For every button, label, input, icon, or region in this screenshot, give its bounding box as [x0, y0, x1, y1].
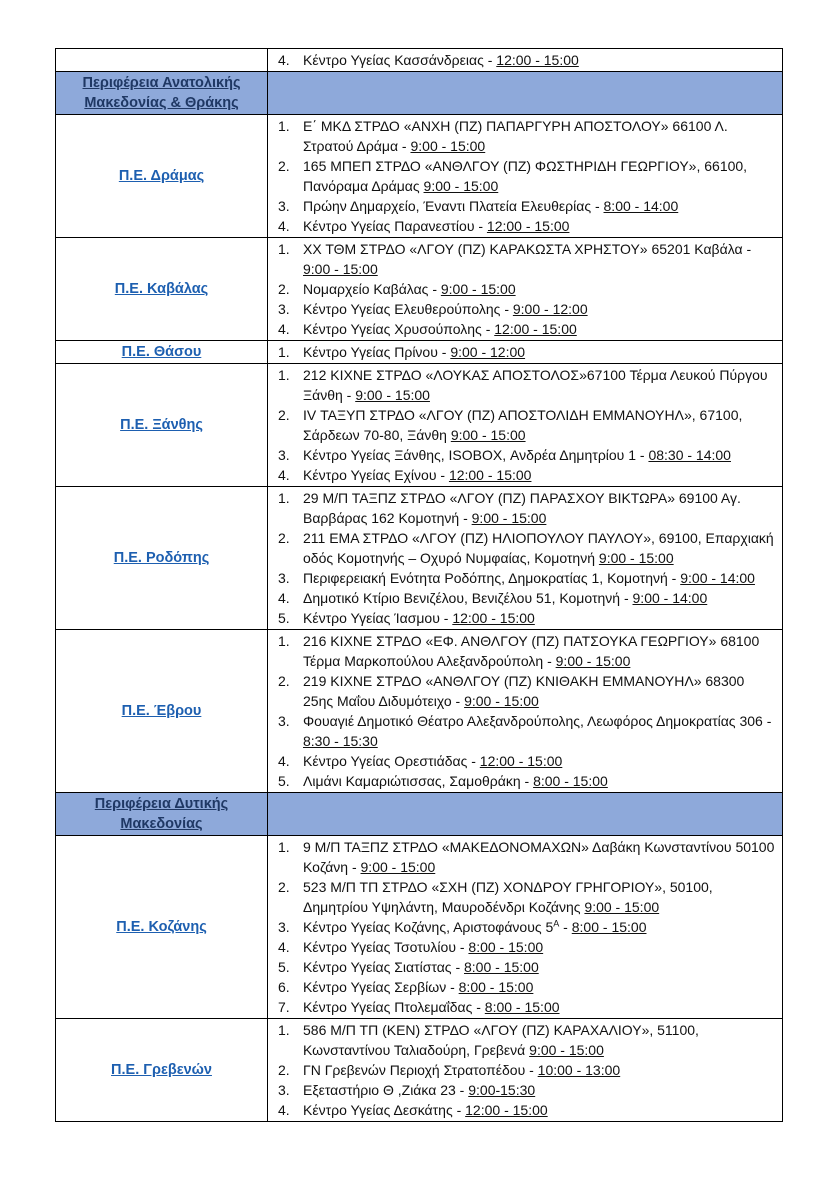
region-cell: [56, 238, 268, 340]
list-item: [278, 465, 776, 485]
item-location-text: Κέντρο Υγείας Τσοτυλίου -: [303, 939, 469, 955]
list-item: [278, 116, 776, 156]
item-text: [303, 465, 776, 485]
item-text: [303, 116, 776, 156]
item-location-text: 523 Μ/Π ΤΠ ΣΤΡΔΟ «ΣΧΗ (ΠΖ) ΧΟΝΔΡΟΥ ΓΡΗΓΟΡΙΟΥ», 50100, Δημητρίου Υψηλάντη, Μαυροδένδρι Κοζάνης: [303, 879, 713, 915]
item-hours: 9:00 - 15:00: [423, 178, 499, 194]
locations-cell: [268, 115, 782, 237]
item-hours: 9:00 - 15:00: [471, 510, 547, 526]
list-item: [278, 957, 776, 977]
item-location-text: 586 Μ/Π ΤΠ (ΚΕΝ) ΣΤΡΔΟ «ΛΓΟΥ (ΠΖ) ΚΑΡΑΧΑΛΙΟΥ», 51100, Κωνσταντίνου Ταλιαδούρη, Γρεβενά: [303, 1022, 699, 1058]
region-group-header-row: [56, 793, 782, 836]
item-location-text: Περιφερειακή Ενότητα Ροδόπης, Δημοκρατίας 1, Κομοτηνή -: [303, 570, 681, 586]
list-item: [278, 156, 776, 196]
list-item: [278, 937, 776, 957]
list-item: [278, 445, 776, 465]
item-number: 2.: [278, 1062, 290, 1078]
item-location-text: ΧΧ ΤΘΜ ΣΤΡΔΟ «ΛΓΟΥ (ΠΖ) ΚΑΡΑΚΩΣΤΑ ΧΡΗΣΤΟΥ» 65201 Καβάλα -: [303, 241, 752, 257]
item-location-text: ΓΝ Γρεβενών Περιοχή Στρατοπέδου -: [303, 1062, 538, 1078]
locations-cell: [268, 1019, 782, 1121]
list-item: [278, 997, 776, 1017]
list-item: [278, 1080, 776, 1100]
item-location-text: Νομαρχείο Καβάλας -: [303, 281, 441, 297]
locations-cell: [268, 72, 782, 114]
item-location-text: 29 Μ/Π ΤΑΞΠΖ ΣΤΡΔΟ «ΛΓΟΥ (ΠΖ) ΠΑΡΑΣΧΟΥ ΒΙΚΤΩΡΑ» 69100 Αγ. Βαρβάρας 162 Κομοτηνή -: [303, 490, 741, 526]
item-text: [303, 405, 776, 445]
list-item: [278, 771, 776, 791]
item-text: [303, 216, 776, 236]
item-hours: 8:00 - 15:00: [468, 939, 544, 955]
item-number: 3.: [278, 713, 290, 729]
item-number: 3.: [278, 301, 290, 317]
item-hours: 12:00 - 15:00: [486, 218, 570, 234]
item-location-text: Κέντρο Υγείας Κασσάνδρειας -: [303, 52, 497, 68]
item-text: [303, 751, 776, 771]
item-hours: 12:00 - 15:00: [496, 52, 579, 68]
list-item: [278, 1100, 776, 1120]
item-number: 4.: [278, 1102, 290, 1118]
locations-cell: [268, 238, 782, 340]
locations-cell: [268, 341, 782, 363]
region-cell: [56, 630, 268, 792]
list-item: [278, 977, 776, 997]
table-row: [56, 238, 782, 341]
item-hours: 8:00 - 15:00: [533, 773, 608, 789]
item-text: [303, 488, 776, 528]
item-number: 2.: [278, 158, 290, 174]
list-item: [278, 751, 776, 771]
region-link[interactable]: Π.Ε. Θάσου: [121, 344, 202, 360]
region-group-header-cell: [56, 793, 268, 835]
item-hours: 12:00 - 15:00: [479, 753, 563, 769]
item-number: 3.: [278, 919, 290, 935]
region-link[interactable]: Π.Ε. Δράμας: [118, 168, 205, 184]
item-location-text: 165 ΜΠΕΠ ΣΤΡΔΟ «ΑΝΘΛΓΟΥ (ΠΖ) ΦΩΣΤΗΡΙΔΗ ΓΕΩΡΓΙΟΥ», 66100, Πανόραμα Δράμας: [303, 158, 748, 194]
item-location-text: Κέντρο Υγείας Ελευθερούπολης -: [303, 301, 513, 317]
item-text: [303, 608, 776, 628]
item-number: 5.: [278, 959, 290, 975]
item-location-text: 211 ΕΜΑ ΣΤΡΔΟ «ΛΓΟΥ (ΠΖ) ΗΛΙΟΠΟΥΛΟΥ ΠΑΥΛΟΥ», 69100, Επαρχιακή οδός Κομοτηνής – Οχυρό Νυμφαίας, Κομοτηνή: [303, 530, 774, 566]
list-item: [278, 279, 776, 299]
item-location-text: Κέντρο Υγείας Εχίνου -: [303, 467, 449, 483]
item-location-text: Φουαγιέ Δημοτικό Θέατρο Αλεξανδρούπολης, Λεωφόρος Δημοκρατίας 306 -: [303, 713, 772, 729]
item-number: 2.: [278, 530, 290, 546]
list-item: [278, 917, 776, 937]
item-location-text: Λιμάνι Καμαριώτισσας, Σαμοθράκη -: [303, 773, 534, 789]
item-number: 1.: [278, 367, 290, 383]
item-hours: 9:00 - 15:00: [450, 427, 526, 443]
item-location-text: Κέντρο Υγείας Ορεστιάδας -: [303, 753, 480, 769]
locations-cell: [268, 630, 782, 792]
item-location-text: Κέντρο Υγείας Πρίνου -: [303, 344, 451, 360]
region-link[interactable]: Π.Ε. Γρεβενών: [111, 1062, 212, 1078]
item-hours: 12:00 - 15:00: [465, 1102, 548, 1118]
item-text: [303, 631, 776, 671]
item-number: 2.: [278, 673, 290, 689]
list-item: [278, 239, 776, 279]
item-text: [303, 568, 776, 588]
item-text: [303, 997, 776, 1017]
item-number: 3.: [278, 198, 290, 214]
item-location-text: Κέντρο Υγείας Ίασμου -: [303, 610, 453, 626]
item-text: [303, 837, 776, 877]
item-number: 3.: [278, 570, 290, 586]
region-cell: [56, 115, 268, 237]
list-item: [278, 631, 776, 671]
item-hours: 9:00 - 15:00: [598, 550, 674, 566]
item-number: 2.: [278, 407, 290, 423]
item-separator: -: [559, 919, 572, 935]
item-location-text: Κέντρο Υγείας Χρυσούπολης -: [303, 321, 495, 337]
list-item: [278, 196, 776, 216]
list-item: [278, 405, 776, 445]
item-hours: 9:00 - 12:00: [450, 344, 526, 360]
item-number: 7.: [278, 999, 290, 1015]
locations-cell: [268, 49, 782, 71]
region-cell: [56, 487, 268, 629]
item-number: 5.: [278, 610, 290, 626]
item-number: 1.: [278, 490, 290, 506]
item-hours: 9:00 - 15:00: [555, 653, 631, 669]
item-text: [303, 957, 776, 977]
item-text: [303, 299, 776, 319]
item-text: [303, 671, 776, 711]
table-row: [56, 341, 782, 364]
item-hours: 9:00 - 12:00: [512, 301, 588, 317]
table-row: [56, 836, 782, 1019]
item-hours: 9:00 - 15:00: [410, 138, 486, 154]
item-text: [303, 342, 776, 362]
item-hours: 9:00 - 15:00: [529, 1042, 604, 1058]
item-hours: 08:30 - 14:00: [648, 447, 731, 463]
region-link[interactable]: Π.Ε. Κοζάνης: [116, 919, 207, 935]
list-item: [278, 299, 776, 319]
locations-cell: [268, 836, 782, 1018]
region-cell: [56, 836, 268, 1018]
list-item: [278, 877, 776, 917]
item-hours: 10:00 - 13:00: [537, 1062, 621, 1078]
item-hours: 9:00 - 15:00: [584, 899, 660, 915]
item-text: [303, 1020, 776, 1060]
list-item: [278, 342, 776, 362]
list-item: [278, 488, 776, 528]
item-location-text: Δημοτικό Κτίριο Βενιζέλου, Βενιζέλου 51, Κομοτηνή -: [303, 590, 633, 606]
item-number: 1.: [278, 241, 290, 257]
region-cell: [56, 341, 268, 363]
item-hours: 9:00 - 15:00: [440, 281, 516, 297]
item-location-text: Κέντρο Υγείας Σερβίων -: [303, 979, 459, 995]
item-text: [303, 711, 776, 751]
item-number: 4.: [278, 753, 290, 769]
region-cell: [56, 49, 268, 71]
region-link[interactable]: Π.Ε. Έβρου: [121, 703, 202, 719]
item-hours: 9:00-15:30: [468, 1082, 536, 1098]
list-item: [278, 319, 776, 339]
list-item: [278, 1020, 776, 1060]
list-item: [278, 50, 776, 70]
region-cell: [56, 1019, 268, 1121]
item-text: [303, 877, 776, 917]
item-number: 4.: [278, 321, 290, 337]
item-location-text: Εξεταστήριο Θ ,Ζιάκα 23 -: [303, 1082, 469, 1098]
item-number: 1.: [278, 633, 290, 649]
item-location-text: 9 Μ/Π ΤΑΞΠΖ ΣΤΡΔΟ «ΜΑΚΕΔΟΝΟΜΑΧΩΝ» Δαβάκη Κωνσταντίνου 50100 Κοζάνη -: [303, 839, 775, 875]
item-hours: 9:00 - 15:00: [355, 387, 430, 403]
item-text: [303, 50, 776, 70]
item-text: [303, 365, 776, 405]
item-text: [303, 279, 776, 299]
item-hours: 8:00 - 14:00: [603, 198, 679, 214]
item-text: [303, 1100, 776, 1120]
item-number: 5.: [278, 773, 290, 789]
item-location-text: Κέντρο Υγείας Δεσκάτης -: [303, 1102, 466, 1118]
locations-cell: [268, 793, 782, 835]
region-group-header-label: Περιφέρεια Ανατολικής Μακεδονίας & Θράκης: [82, 75, 241, 111]
region-group-header-label: Περιφέρεια Δυτικής Μακεδονίας: [94, 796, 229, 832]
item-number: 4.: [278, 939, 290, 955]
item-location-text: Ε΄ ΜΚΔ ΣΤΡΔΟ «ΑΝΧΗ (ΠΖ) ΠΑΠΑΡΓΥΡΗ ΑΠΟΣΤΟΛΟΥ» 66100 Λ. Στρατού Δράμα -: [303, 118, 728, 154]
item-number: 1.: [278, 344, 290, 360]
item-text: [303, 917, 776, 937]
item-number: 4.: [278, 467, 290, 483]
item-text: [303, 588, 776, 608]
schedule-table: [55, 48, 783, 1122]
item-text: [303, 239, 776, 279]
list-item: [278, 711, 776, 751]
list-item: [278, 671, 776, 711]
item-text: [303, 977, 776, 997]
region-link[interactable]: Π.Ε. Καβάλας: [114, 281, 209, 297]
item-hours: 9:00 - 14:00: [632, 590, 708, 606]
item-hours: 8:00 - 15:00: [464, 959, 539, 975]
locations-cell: [268, 487, 782, 629]
table-row: [56, 364, 782, 487]
item-text: [303, 771, 776, 791]
list-item: [278, 365, 776, 405]
item-number: 4.: [278, 52, 290, 68]
table-row: [56, 49, 782, 72]
item-number: 3.: [278, 1082, 290, 1098]
item-hours: 8:00 - 15:00: [571, 919, 647, 935]
item-hours: 8:00 - 15:00: [484, 999, 560, 1015]
region-group-header-cell: [56, 72, 268, 114]
item-hours: 9:00 - 15:00: [360, 859, 436, 875]
table-row: [56, 1019, 782, 1121]
item-number: 1.: [278, 1022, 290, 1038]
item-superscript: Α: [553, 918, 560, 929]
item-hours: 9:00 - 15:00: [303, 261, 378, 277]
item-hours: 12:00 - 15:00: [452, 610, 535, 626]
item-number: 2.: [278, 879, 290, 895]
item-text: [303, 319, 776, 339]
item-text: [303, 156, 776, 196]
item-location-text: Κέντρο Υγείας Κοζάνης, Αριστοφάνους 5: [303, 919, 554, 935]
table-row: [56, 487, 782, 630]
list-item: [278, 216, 776, 236]
item-location-text: 216 ΚΙΧΝΕ ΣΤΡΔΟ «ΕΦ. ΑΝΘΛΓΟΥ (ΠΖ) ΠΑΤΣΟΥΚΑ ΓΕΩΡΓΙΟΥ» 68100 Τέρμα Μαρκοπούλου Αλεξανδρούπολη -: [303, 633, 760, 669]
list-item: [278, 528, 776, 568]
list-item: [278, 588, 776, 608]
item-number: 1.: [278, 118, 290, 134]
list-item: [278, 1060, 776, 1080]
list-item: [278, 608, 776, 628]
item-location-text: 219 ΚΙΧΝΕ ΣΤΡΔΟ «ΑΝΘΛΓΟΥ (ΠΖ) ΚΝΙΘΑΚΗ ΕΜΜΑΝΟΥΗΛ» 68300 25ης Μαΐου Διδυμότειχο -: [303, 673, 745, 709]
region-group-header-row: [56, 72, 782, 115]
item-hours: 8:30 - 15:30: [303, 733, 378, 749]
table-row: [56, 630, 782, 793]
item-number: 4.: [278, 218, 290, 234]
locations-cell: [268, 364, 782, 486]
item-location-text: Πρώην Δημαρχείο, Έναντι Πλατεία Ελευθερίας -: [303, 198, 604, 214]
item-hours: 8:00 - 15:00: [458, 979, 534, 995]
item-location-text: 212 ΚΙΧΝΕ ΣΤΡΔΟ «ΛΟΥΚΑΣ ΑΠΟΣΤΟΛΟΣ»67100 Τέρμα Λευκού Πύργου Ξάνθη -: [303, 367, 768, 403]
item-number: 6.: [278, 979, 290, 995]
item-hours: 9:00 - 15:00: [464, 693, 539, 709]
item-text: [303, 445, 776, 465]
item-number: 4.: [278, 590, 290, 606]
item-text: [303, 1060, 776, 1080]
item-number: 1.: [278, 839, 290, 855]
item-text: [303, 1080, 776, 1100]
item-location-text: IV ΤΑΞΥΠ ΣΤΡΔΟ «ΛΓΟΥ (ΠΖ) ΑΠΟΣΤΟΛΙΔΗ ΕΜΜΑΝΟΥΗΛ», 67100, Σάρδεων 70-80, Ξάνθη: [303, 407, 743, 443]
region-cell: [56, 364, 268, 486]
table-row: [56, 115, 782, 238]
region-link[interactable]: Π.Ε. Ροδόπης: [113, 550, 210, 566]
item-hours: 9:00 - 14:00: [680, 570, 755, 586]
list-item: [278, 837, 776, 877]
item-text: [303, 196, 776, 216]
item-text: [303, 528, 776, 568]
item-text: [303, 937, 776, 957]
item-hours: 12:00 - 15:00: [494, 321, 577, 337]
item-number: 2.: [278, 281, 290, 297]
item-location-text: Κέντρο Υγείας Σιατίστας -: [303, 959, 464, 975]
item-location-text: Κέντρο Υγείας Ξάνθης, ISOBOX, Ανδρέα Δημητρίου 1 -: [303, 447, 649, 463]
item-location-text: Κέντρο Υγείας Παρανεστίου -: [303, 218, 487, 234]
item-hours: 12:00 - 15:00: [448, 467, 532, 483]
region-link[interactable]: Π.Ε. Ξάνθης: [120, 417, 203, 433]
list-item: [278, 568, 776, 588]
item-location-text: Κέντρο Υγείας Πτολεμαΐδας -: [303, 999, 485, 1015]
item-number: 3.: [278, 447, 290, 463]
